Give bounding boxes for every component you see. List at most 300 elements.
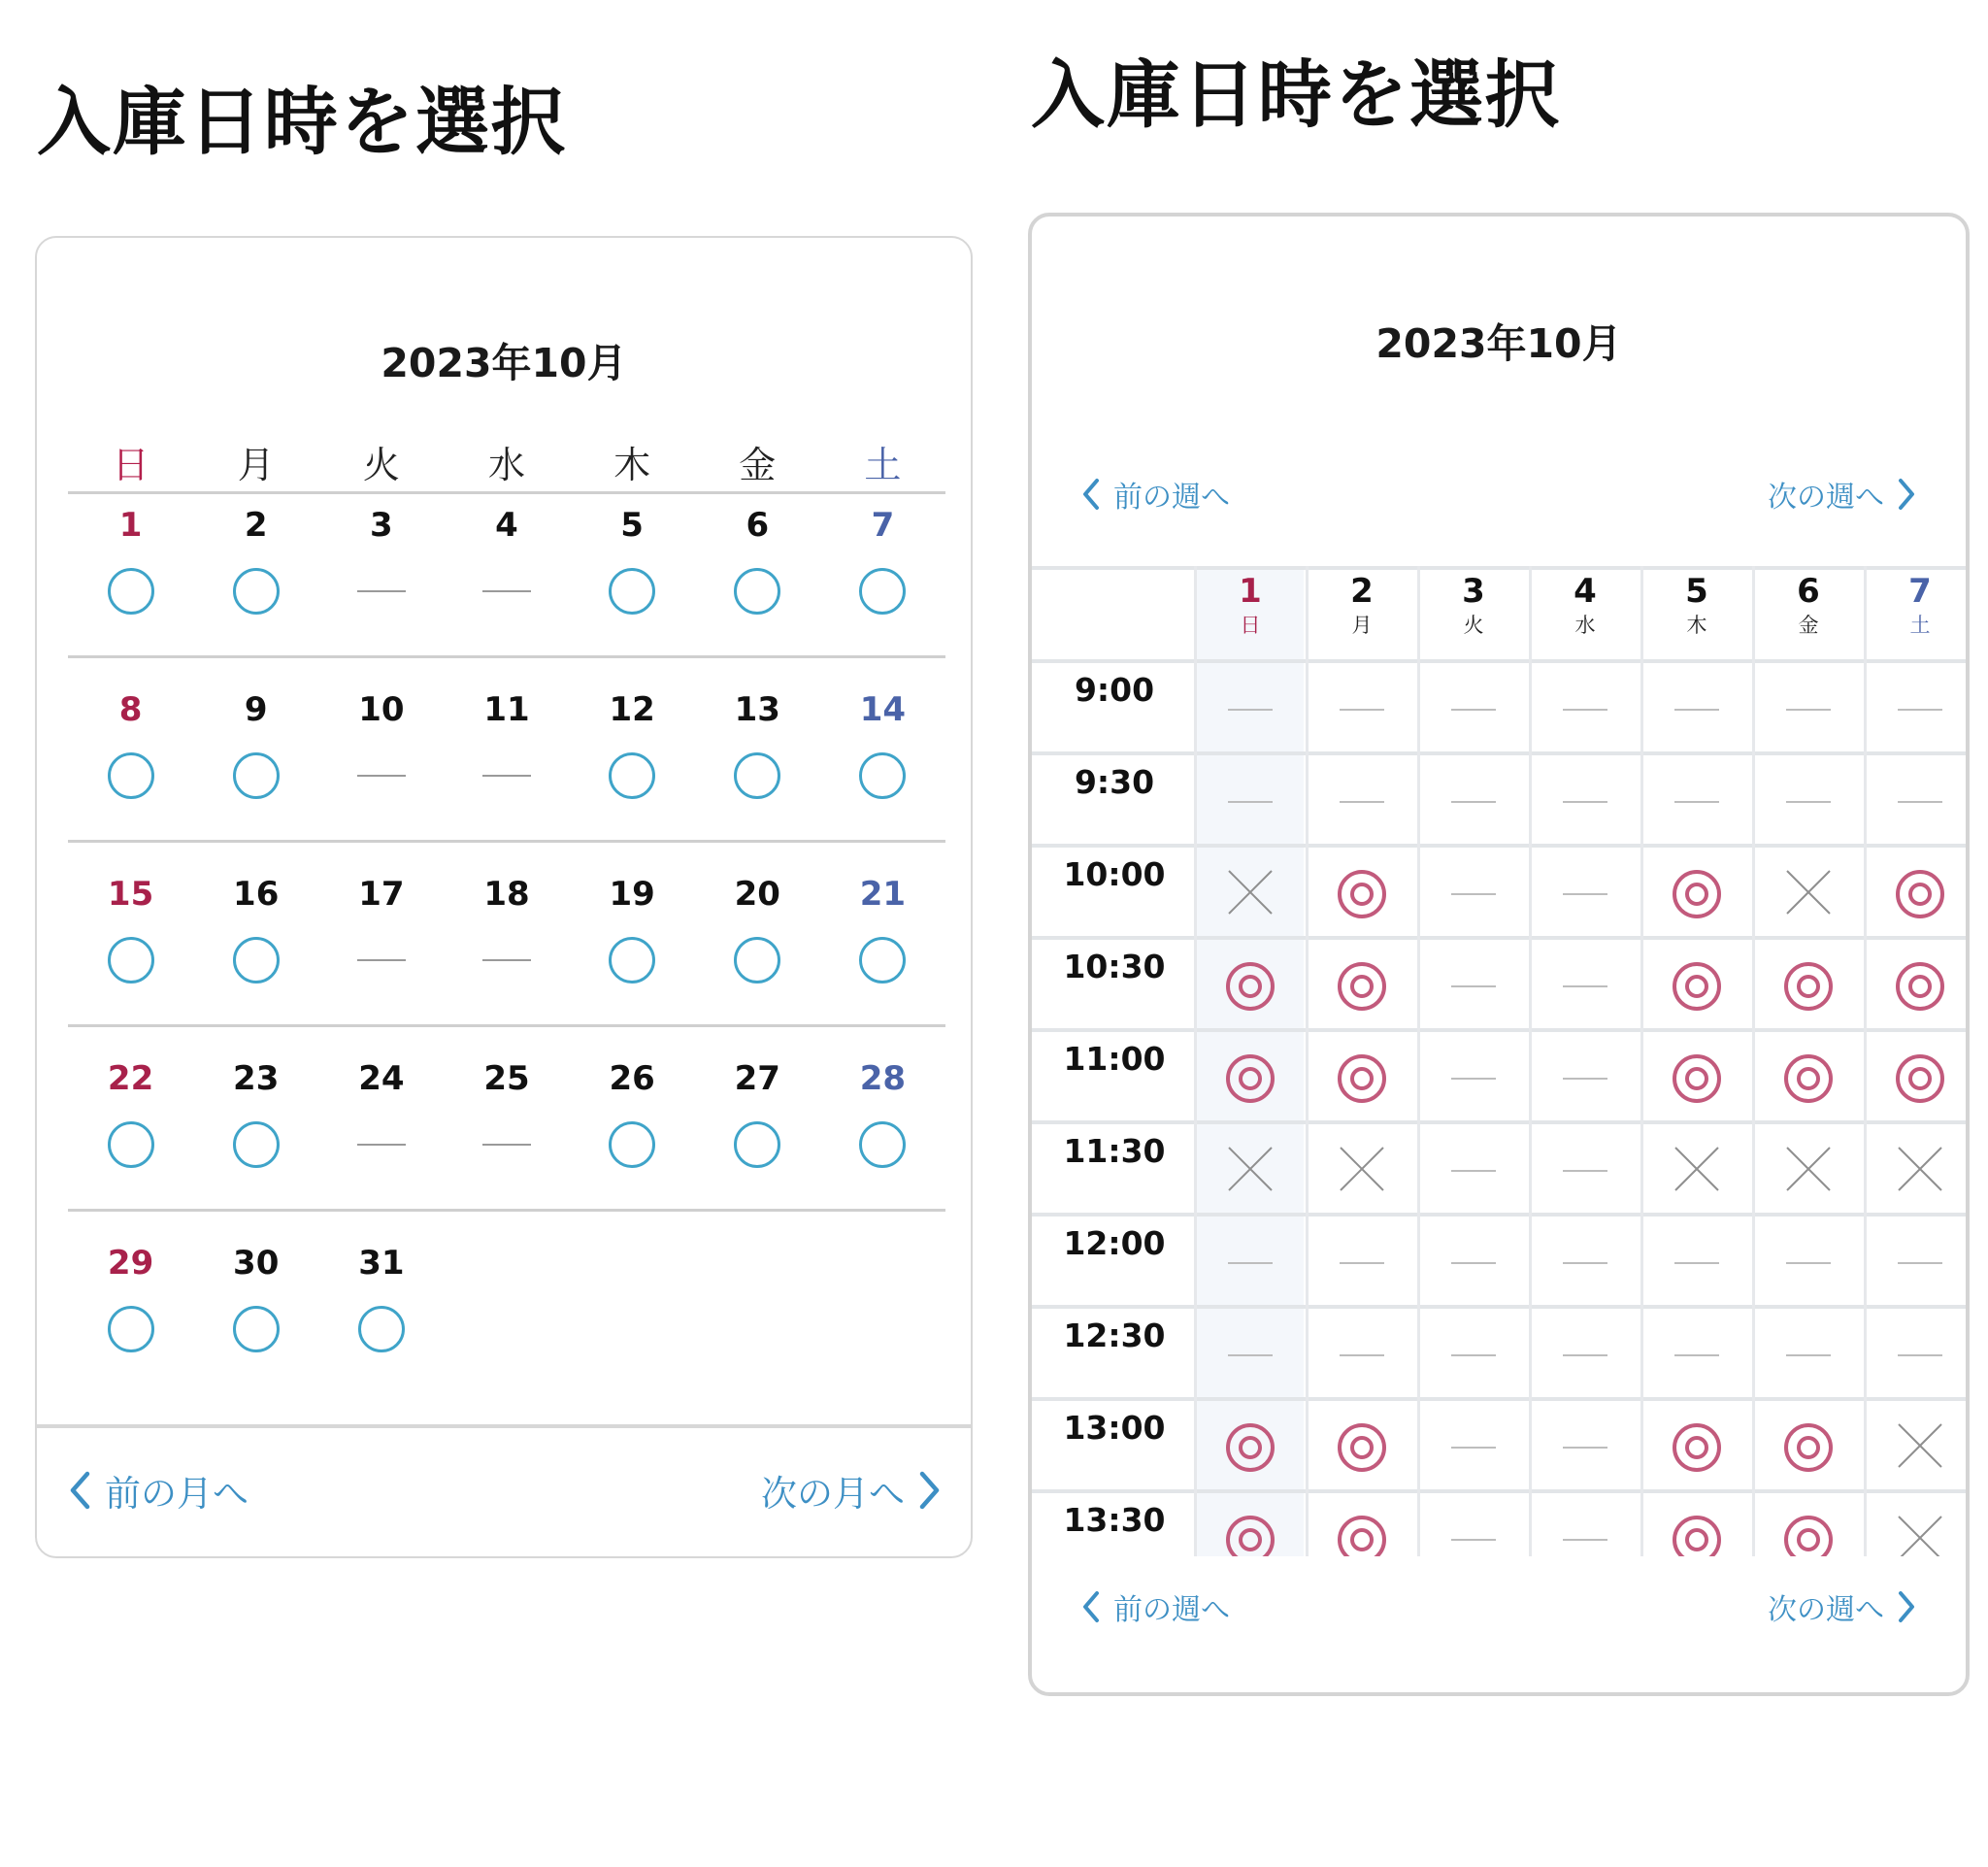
month-calendar-title: 2023年10月: [381, 340, 627, 386]
unavailable-dash-icon: [1563, 1539, 1607, 1541]
time-slot-cell[interactable]: [1755, 1511, 1862, 1556]
weekday-label: 月: [237, 444, 275, 486]
time-slot-cell[interactable]: [1197, 1050, 1304, 1108]
week-day-header[interactable]: [1755, 572, 1862, 640]
day-availability-cell[interactable]: [193, 747, 318, 805]
week-row-dates: [68, 1244, 945, 1283]
cross-icon: [1896, 1421, 1944, 1474]
unavailable-dash-icon: [1563, 1078, 1607, 1080]
double-circle-icon: [1784, 1054, 1833, 1103]
time-slot-cell[interactable]: [1643, 1418, 1750, 1477]
chevron-right-icon: [1896, 477, 1917, 512]
double-circle-icon: [1226, 962, 1275, 1011]
double-circle-icon: [1338, 870, 1386, 918]
time-slot-cell: [1532, 1418, 1639, 1477]
cross-icon: [1896, 1514, 1944, 1556]
calendar-date[interactable]: 16: [233, 875, 280, 914]
week-day-number: 4: [1574, 572, 1597, 611]
weekday-header-row: [68, 446, 945, 484]
unavailable-dash-icon: [1786, 801, 1831, 803]
unavailable-dash-icon: [357, 959, 406, 961]
next-month-label: 次の月へ: [761, 1473, 905, 1515]
next-week-button-bottom[interactable]: [1768, 1585, 1917, 1628]
calendar-date[interactable]: 15: [107, 875, 154, 914]
available-circle-icon: [859, 568, 906, 615]
unavailable-dash-icon: [1898, 1354, 1942, 1356]
calendar-date[interactable]: 13: [734, 690, 780, 729]
double-circle-icon: [1896, 870, 1944, 918]
day-availability-cell[interactable]: [820, 747, 945, 805]
week-row-dates: [68, 875, 945, 914]
time-slot-cell[interactable]: [1309, 1050, 1415, 1108]
week-day-number: 3: [1462, 572, 1485, 611]
available-circle-icon: [233, 568, 280, 615]
day-availability-cell[interactable]: [68, 562, 193, 620]
calendar-date: [820, 1244, 945, 1283]
time-slot-cell: [1755, 865, 1862, 923]
unavailable-dash-icon: [1451, 1354, 1496, 1356]
grid-row-line: [1032, 936, 1966, 940]
time-slot-cell: [1755, 1142, 1862, 1200]
next-week-label: 次の週へ: [1768, 1593, 1884, 1627]
double-circle-icon: [1338, 1054, 1386, 1103]
grid-row-line: [1032, 751, 1966, 755]
time-slot-cell: [1755, 1326, 1862, 1384]
unavailable-dash-icon: [357, 590, 406, 592]
week-day-header[interactable]: [1643, 572, 1750, 640]
unavailable-dash-icon: [1228, 1262, 1273, 1264]
calendar-date[interactable]: 27: [734, 1059, 780, 1098]
calendar-date[interactable]: 9: [244, 690, 268, 729]
grid-top-line: [1032, 566, 1966, 570]
time-slot-cell: [1532, 1511, 1639, 1556]
time-slot-cell: [1755, 681, 1862, 739]
unavailable-dash-icon: [1451, 1539, 1496, 1541]
cross-icon: [1338, 1145, 1386, 1197]
time-slot-cell[interactable]: [1867, 865, 1966, 923]
cross-icon: [1673, 1145, 1721, 1197]
week-calendar-card: [1028, 213, 1970, 1696]
unavailable-dash-icon: [1563, 1447, 1607, 1449]
time-slot-cell[interactable]: [1755, 957, 1862, 1016]
calendar-date[interactable]: 25: [483, 1059, 530, 1098]
available-circle-icon: [734, 937, 780, 984]
double-circle-icon: [1784, 1516, 1833, 1556]
prev-week-button-top[interactable]: [1080, 473, 1230, 516]
unavailable-dash-icon: [1340, 1354, 1384, 1356]
month-calendar-card: [35, 236, 973, 1558]
day-availability-cell[interactable]: [193, 1116, 318, 1174]
time-slot-cell: [1420, 773, 1527, 831]
grid-row-line: [1032, 1028, 1966, 1032]
unavailable-dash-icon: [1786, 709, 1831, 711]
calendar-date[interactable]: 20: [734, 875, 780, 914]
prev-week-label: 前の週へ: [1113, 481, 1230, 515]
calendar-date[interactable]: 2: [244, 506, 268, 545]
double-circle-icon: [1673, 870, 1721, 918]
week-day-header[interactable]: [1532, 572, 1639, 640]
double-circle-icon: [1673, 1516, 1721, 1556]
available-circle-icon: [233, 1306, 280, 1352]
day-availability-cell[interactable]: [570, 747, 695, 805]
day-availability-cell[interactable]: [695, 562, 820, 620]
prev-week-button-bottom[interactable]: [1080, 1585, 1230, 1628]
time-slot-label: 9:00: [1074, 671, 1155, 709]
time-slot-cell: [1420, 681, 1527, 739]
double-circle-icon: [1673, 1054, 1721, 1103]
time-slot-cell: [1420, 865, 1527, 923]
available-circle-icon: [609, 937, 655, 984]
day-availability-cell[interactable]: [193, 931, 318, 989]
day-availability-cell[interactable]: [695, 931, 820, 989]
available-circle-icon: [233, 937, 280, 984]
unavailable-dash-icon: [1451, 1447, 1496, 1449]
day-availability-cell: [695, 1300, 820, 1358]
week-row-dates: [68, 1059, 945, 1098]
calendar-date[interactable]: 19: [609, 875, 655, 914]
available-circle-icon: [358, 1306, 405, 1352]
week-row-dates: [68, 506, 945, 545]
unavailable-dash-icon: [1898, 709, 1942, 711]
calendar-date[interactable]: 12: [609, 690, 655, 729]
available-circle-icon: [609, 568, 655, 615]
week-calendar-title: 2023年10月: [1375, 320, 1622, 367]
time-slot-cell[interactable]: [1309, 1418, 1415, 1477]
unavailable-dash-icon: [1451, 709, 1496, 711]
time-slot-cell[interactable]: [1643, 1050, 1750, 1108]
calendar-date[interactable]: 18: [483, 875, 530, 914]
unavailable-dash-icon: [1674, 1354, 1719, 1356]
time-slot-cell: [1643, 773, 1750, 831]
unavailable-dash-icon: [1563, 1354, 1607, 1356]
time-slot-cell: [1532, 1142, 1639, 1200]
available-circle-icon: [859, 752, 906, 799]
double-circle-icon: [1226, 1423, 1275, 1472]
grid-row-line: [1032, 1489, 1966, 1493]
time-slot-cell: [1532, 773, 1639, 831]
day-availability-cell[interactable]: [570, 562, 695, 620]
unavailable-dash-icon: [1563, 1262, 1607, 1264]
cross-icon: [1896, 1145, 1944, 1197]
week-row-marks: [68, 1116, 945, 1174]
week-day-weekday: 金: [1798, 614, 1819, 637]
time-slot-cell: [1867, 1418, 1966, 1477]
day-availability-cell[interactable]: [68, 931, 193, 989]
time-slot-label: 10:30: [1063, 948, 1166, 985]
time-slot-cell: [1643, 1142, 1750, 1200]
grid-row-line: [1032, 844, 1966, 848]
unavailable-dash-icon: [1340, 801, 1384, 803]
unavailable-dash-icon: [1674, 1262, 1719, 1264]
time-slot-cell: [1420, 1234, 1527, 1292]
day-availability-cell: [318, 747, 444, 805]
available-circle-icon: [108, 937, 154, 984]
week-day-weekday: 木: [1686, 614, 1707, 637]
unavailable-dash-icon: [1228, 709, 1273, 711]
time-slot-cell[interactable]: [1643, 957, 1750, 1016]
unavailable-dash-icon: [1563, 985, 1607, 987]
unavailable-dash-icon: [1451, 1262, 1496, 1264]
time-slot-cell[interactable]: [1643, 1511, 1750, 1556]
time-slot-cell: [1197, 1326, 1304, 1384]
grid-header-line: [1032, 659, 1966, 663]
calendar-date[interactable]: 23: [233, 1059, 280, 1098]
day-availability-cell: [318, 562, 444, 620]
double-circle-icon: [1338, 1516, 1386, 1556]
unavailable-dash-icon: [1228, 1354, 1273, 1356]
time-slot-cell: [1867, 773, 1966, 831]
time-slot-cell: [1532, 1234, 1639, 1292]
unavailable-dash-icon: [1674, 801, 1719, 803]
week-day-weekday: 火: [1463, 614, 1484, 637]
time-slot-label: 13:30: [1063, 1501, 1166, 1539]
day-availability-cell[interactable]: [68, 1300, 193, 1358]
day-availability-cell: [820, 1300, 945, 1358]
grid-row-line: [1032, 1213, 1966, 1217]
time-slot-cell[interactable]: [1309, 957, 1415, 1016]
unavailable-dash-icon: [1898, 1262, 1942, 1264]
time-slot-cell[interactable]: [1197, 957, 1304, 1016]
time-slot-cell: [1643, 681, 1750, 739]
week-divider: [68, 840, 945, 843]
chevron-left-icon: [1080, 1589, 1102, 1624]
week-row-marks: [68, 562, 945, 620]
available-circle-icon: [859, 1121, 906, 1168]
available-circle-icon: [108, 1306, 154, 1352]
chevron-right-icon: [916, 1470, 942, 1511]
unavailable-dash-icon: [482, 1144, 531, 1146]
weekday-label: 金: [739, 444, 777, 486]
unavailable-dash-icon: [482, 959, 531, 961]
unavailable-dash-icon: [1451, 1078, 1496, 1080]
calendar-date[interactable]: 1: [118, 506, 143, 545]
unavailable-dash-icon: [1451, 985, 1496, 987]
unavailable-dash-icon: [1451, 801, 1496, 803]
time-slot-cell: [1532, 957, 1639, 1016]
calendar-date[interactable]: 21: [859, 875, 907, 914]
time-slot-cell[interactable]: [1197, 1418, 1304, 1477]
double-circle-icon: [1784, 1423, 1833, 1472]
calendar-date[interactable]: 8: [118, 690, 143, 729]
time-slot-cell: [1420, 1511, 1527, 1556]
chevron-left-icon: [1080, 477, 1102, 512]
time-slot-cell: [1420, 1142, 1527, 1200]
week-row-dates: [68, 690, 945, 729]
unavailable-dash-icon: [482, 590, 531, 592]
time-slot-cell[interactable]: [1755, 1050, 1862, 1108]
available-circle-icon: [108, 568, 154, 615]
time-slot-label: 13:00: [1063, 1409, 1166, 1447]
time-slot-cell: [1867, 1142, 1966, 1200]
unavailable-dash-icon: [1786, 1354, 1831, 1356]
calendar-date[interactable]: 29: [107, 1244, 154, 1283]
time-slot-label: 10:00: [1063, 855, 1166, 893]
week-divider: [68, 1209, 945, 1212]
calendar-date[interactable]: 17: [358, 875, 405, 914]
grid-row-line: [1032, 1397, 1966, 1401]
time-slot-cell: [1197, 773, 1304, 831]
grid-row-line: [1032, 1120, 1966, 1124]
calendar-date[interactable]: 6: [746, 506, 770, 545]
double-circle-icon: [1673, 1423, 1721, 1472]
day-availability-cell[interactable]: [193, 562, 318, 620]
day-availability-cell[interactable]: [193, 1300, 318, 1358]
day-availability-cell[interactable]: [820, 931, 945, 989]
calendar-date[interactable]: 22: [107, 1059, 154, 1098]
double-circle-icon: [1896, 962, 1944, 1011]
day-availability-cell[interactable]: [68, 1116, 193, 1174]
calendar-date[interactable]: 31: [358, 1244, 405, 1283]
day-availability-cell: [318, 931, 444, 989]
calendar-date[interactable]: 11: [483, 690, 530, 729]
time-slot-cell[interactable]: [1197, 1511, 1304, 1556]
unavailable-dash-icon: [357, 775, 406, 777]
weekday-label: 日: [112, 444, 149, 486]
day-availability-cell[interactable]: [695, 747, 820, 805]
available-circle-icon: [734, 1121, 780, 1168]
time-slot-cell: [1643, 1326, 1750, 1384]
time-slot-cell: [1420, 957, 1527, 1016]
chevron-right-icon: [1896, 1589, 1917, 1624]
prev-month-label: 前の月へ: [105, 1473, 248, 1515]
time-slot-cell: [1420, 1418, 1527, 1477]
weekday-label: 水: [487, 444, 525, 486]
week-day-header[interactable]: [1309, 572, 1415, 640]
day-availability-cell[interactable]: [318, 1300, 444, 1358]
page-heading-month: 入庫日時を選択: [37, 79, 567, 165]
time-slot-label: 9:30: [1074, 763, 1155, 801]
weekday-label: 土: [864, 444, 902, 486]
cross-icon: [1226, 1145, 1275, 1197]
next-month-button[interactable]: [761, 1464, 942, 1517]
unavailable-dash-icon: [482, 775, 531, 777]
weekday-label: 火: [362, 444, 400, 486]
time-slot-cell: [1309, 681, 1415, 739]
available-circle-icon: [734, 752, 780, 799]
day-availability-cell: [318, 1116, 444, 1174]
week-day-number: 6: [1797, 572, 1820, 611]
time-slot-cell: [1420, 1050, 1527, 1108]
time-slot-cell: [1309, 1326, 1415, 1384]
day-availability-cell[interactable]: [820, 1116, 945, 1174]
unavailable-dash-icon: [1563, 893, 1607, 895]
week-row-marks: [68, 747, 945, 805]
calendar-date[interactable]: 10: [358, 690, 405, 729]
time-slot-cell: [1197, 865, 1304, 923]
day-availability-cell: [444, 562, 569, 620]
time-slot-cell[interactable]: [1309, 865, 1415, 923]
next-week-label: 次の週へ: [1768, 481, 1884, 515]
time-slot-cell: [1532, 1326, 1639, 1384]
unavailable-dash-icon: [1563, 709, 1607, 711]
unavailable-dash-icon: [1451, 1170, 1496, 1172]
day-availability-cell[interactable]: [695, 1116, 820, 1174]
time-slot-cell[interactable]: [1755, 1418, 1862, 1477]
calendar-date[interactable]: 28: [859, 1059, 907, 1098]
calendar-date[interactable]: 14: [859, 690, 907, 729]
double-circle-icon: [1226, 1516, 1275, 1556]
available-circle-icon: [108, 1121, 154, 1168]
day-availability-cell: [444, 747, 569, 805]
unavailable-dash-icon: [1563, 801, 1607, 803]
calendar-date[interactable]: 3: [370, 506, 393, 545]
time-slot-cell: [1532, 1050, 1639, 1108]
time-slot-label: 12:30: [1063, 1317, 1166, 1354]
time-slot-cell: [1867, 1326, 1966, 1384]
week-day-weekday: 土: [1909, 614, 1931, 637]
week-divider: [68, 1024, 945, 1027]
time-slot-cell[interactable]: [1867, 1050, 1966, 1108]
week-day-header[interactable]: [1867, 572, 1966, 640]
week-row-marks: [68, 1300, 945, 1358]
time-slot-cell[interactable]: [1867, 957, 1966, 1016]
day-availability-cell: [444, 1300, 569, 1358]
time-slot-label: 12:00: [1063, 1224, 1166, 1262]
time-slot-cell: [1420, 1326, 1527, 1384]
week-row-marks: [68, 931, 945, 989]
unavailable-dash-icon: [1228, 801, 1273, 803]
time-slot-cell: [1197, 1142, 1304, 1200]
double-circle-icon: [1784, 962, 1833, 1011]
time-slot-cell[interactable]: [1309, 1511, 1415, 1556]
unavailable-dash-icon: [1451, 893, 1496, 895]
unavailable-dash-icon: [357, 1144, 406, 1146]
day-availability-cell[interactable]: [68, 747, 193, 805]
time-slot-label: 11:00: [1063, 1040, 1166, 1078]
calendar-date[interactable]: 24: [358, 1059, 405, 1098]
calendar-date[interactable]: 7: [871, 506, 895, 545]
day-availability-cell[interactable]: [570, 1116, 695, 1174]
time-slot-cell: [1309, 773, 1415, 831]
day-availability-cell[interactable]: [820, 562, 945, 620]
week-day-number: 1: [1239, 572, 1262, 611]
available-circle-icon: [859, 937, 906, 984]
unavailable-dash-icon: [1563, 1170, 1607, 1172]
time-slot-cell: [1867, 1234, 1966, 1292]
footer-divider: [37, 1424, 971, 1428]
week-day-weekday: 月: [1351, 614, 1373, 637]
time-slot-cell: [1197, 681, 1304, 739]
double-circle-icon: [1338, 962, 1386, 1011]
unavailable-dash-icon: [1340, 709, 1384, 711]
available-circle-icon: [233, 1121, 280, 1168]
time-slot-label: 11:30: [1063, 1132, 1166, 1170]
week-day-weekday: 水: [1574, 614, 1596, 637]
cross-icon: [1784, 1145, 1833, 1197]
available-circle-icon: [233, 752, 280, 799]
calendar-date[interactable]: 5: [620, 506, 644, 545]
available-circle-icon: [609, 1121, 655, 1168]
time-slot-cell: [1867, 681, 1966, 739]
prev-month-button[interactable]: [68, 1464, 248, 1517]
next-week-button-top[interactable]: [1768, 473, 1917, 516]
calendar-date[interactable]: 30: [233, 1244, 280, 1283]
calendar-date[interactable]: 26: [609, 1059, 655, 1098]
unavailable-dash-icon: [1786, 1262, 1831, 1264]
time-slot-cell: [1197, 1234, 1304, 1292]
calendar-date[interactable]: 4: [495, 506, 518, 545]
calendar-date: [695, 1244, 820, 1283]
chevron-left-icon: [68, 1470, 93, 1511]
page-heading-week: 入庫日時を選択: [1031, 51, 1561, 138]
day-availability-cell[interactable]: [570, 931, 695, 989]
double-circle-icon: [1338, 1423, 1386, 1472]
time-slot-cell: [1532, 865, 1639, 923]
week-day-weekday: 日: [1240, 614, 1261, 637]
time-slot-cell[interactable]: [1643, 865, 1750, 923]
week-day-header[interactable]: [1197, 572, 1304, 640]
week-day-header[interactable]: [1420, 572, 1527, 640]
